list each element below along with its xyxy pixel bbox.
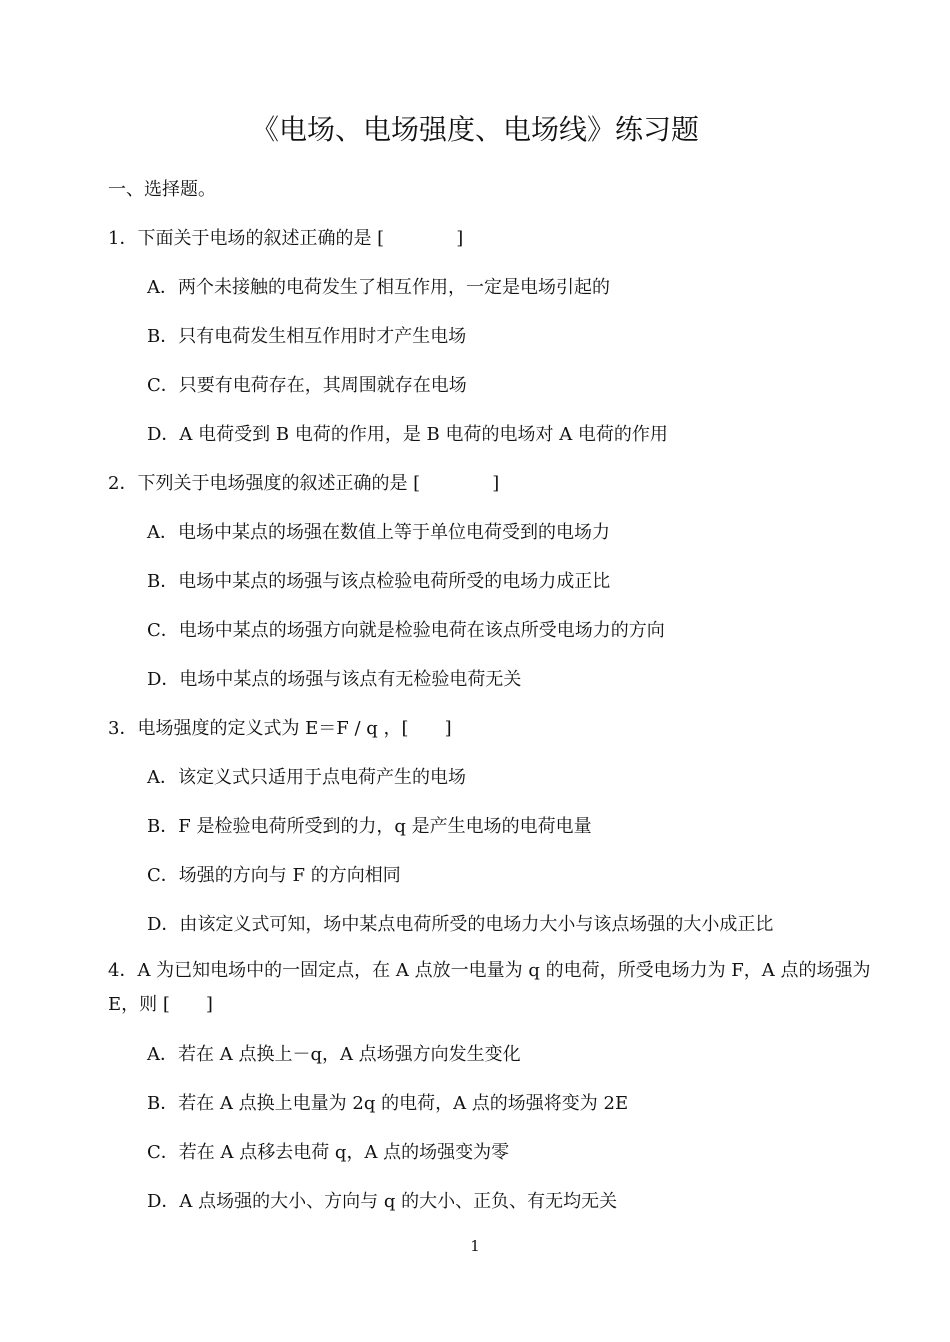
question-2-option-b: B．电场中某点的场强与该点检验电荷所受的电场力成正比	[147, 571, 611, 592]
page-number: 1	[470, 1237, 480, 1255]
question-2-stem: 2．下列关于电场强度的叙述正确的是 [ ]	[108, 473, 500, 494]
question-2-option-c: C．电场中某点的场强方向就是检验电荷在该点所受电场力的方向	[147, 620, 665, 641]
question-4-option-d: D．A 点场强的大小、方向与 q 的大小、正负、有无均无关	[147, 1191, 618, 1212]
question-3-option-b: B．F 是检验电荷所受到的力，q 是产生电场的电荷电量	[147, 816, 592, 837]
question-2-option-a: A．电场中某点的场强在数值上等于单位电荷受到的电场力	[147, 522, 610, 543]
question-1-stem: 1．下面关于电场的叙述正确的是 [ ]	[108, 228, 464, 249]
section-heading: 一、选择题。	[108, 179, 216, 200]
question-4-option-c: C．若在 A 点移去电荷 q，A 点的场强变为零	[147, 1142, 510, 1163]
question-4-option-a: A．若在 A 点换上－q，A 点场强方向发生变化	[147, 1044, 521, 1065]
question-3-option-d: D．由该定义式可知，场中某点电荷所受的电场力大小与该点场强的大小成正比	[147, 914, 774, 935]
question-1-option-a: A．两个未接触的电荷发生了相互作用，一定是电场引起的	[147, 277, 610, 298]
question-3-stem: 3．电场强度的定义式为 E＝F / q ，[ ]	[108, 718, 452, 739]
question-4-stem: 4．A 为已知电场中的一固定点，在 A 点放一电量为 q 的电荷，所受电场力为 F，A 点的场强为 E，则 [ ]	[108, 960, 871, 1015]
question-1-option-d: D．A 电荷受到 B 电荷的作用，是 B 电荷的电场对 A 电荷的作用	[147, 424, 668, 445]
question-4-option-b: B．若在 A 点换上电量为 2q 的电荷，A 点的场强将变为 2E	[147, 1093, 629, 1114]
question-3-option-a: A．该定义式只适用于点电荷产生的电场	[147, 767, 466, 788]
question-3-option-c: C．场强的方向与 F 的方向相同	[147, 865, 401, 886]
question-2-option-d: D．电场中某点的场强与该点有无检验电荷无关	[147, 669, 522, 690]
question-1-option-c: C．只要有电荷存在，其周围就存在电场	[147, 375, 467, 396]
question-1-option-b: B．只有电荷发生相互作用时才产生电场	[147, 326, 467, 347]
page-title: 《电场、电场强度、电场线》练习题	[250, 113, 699, 146]
